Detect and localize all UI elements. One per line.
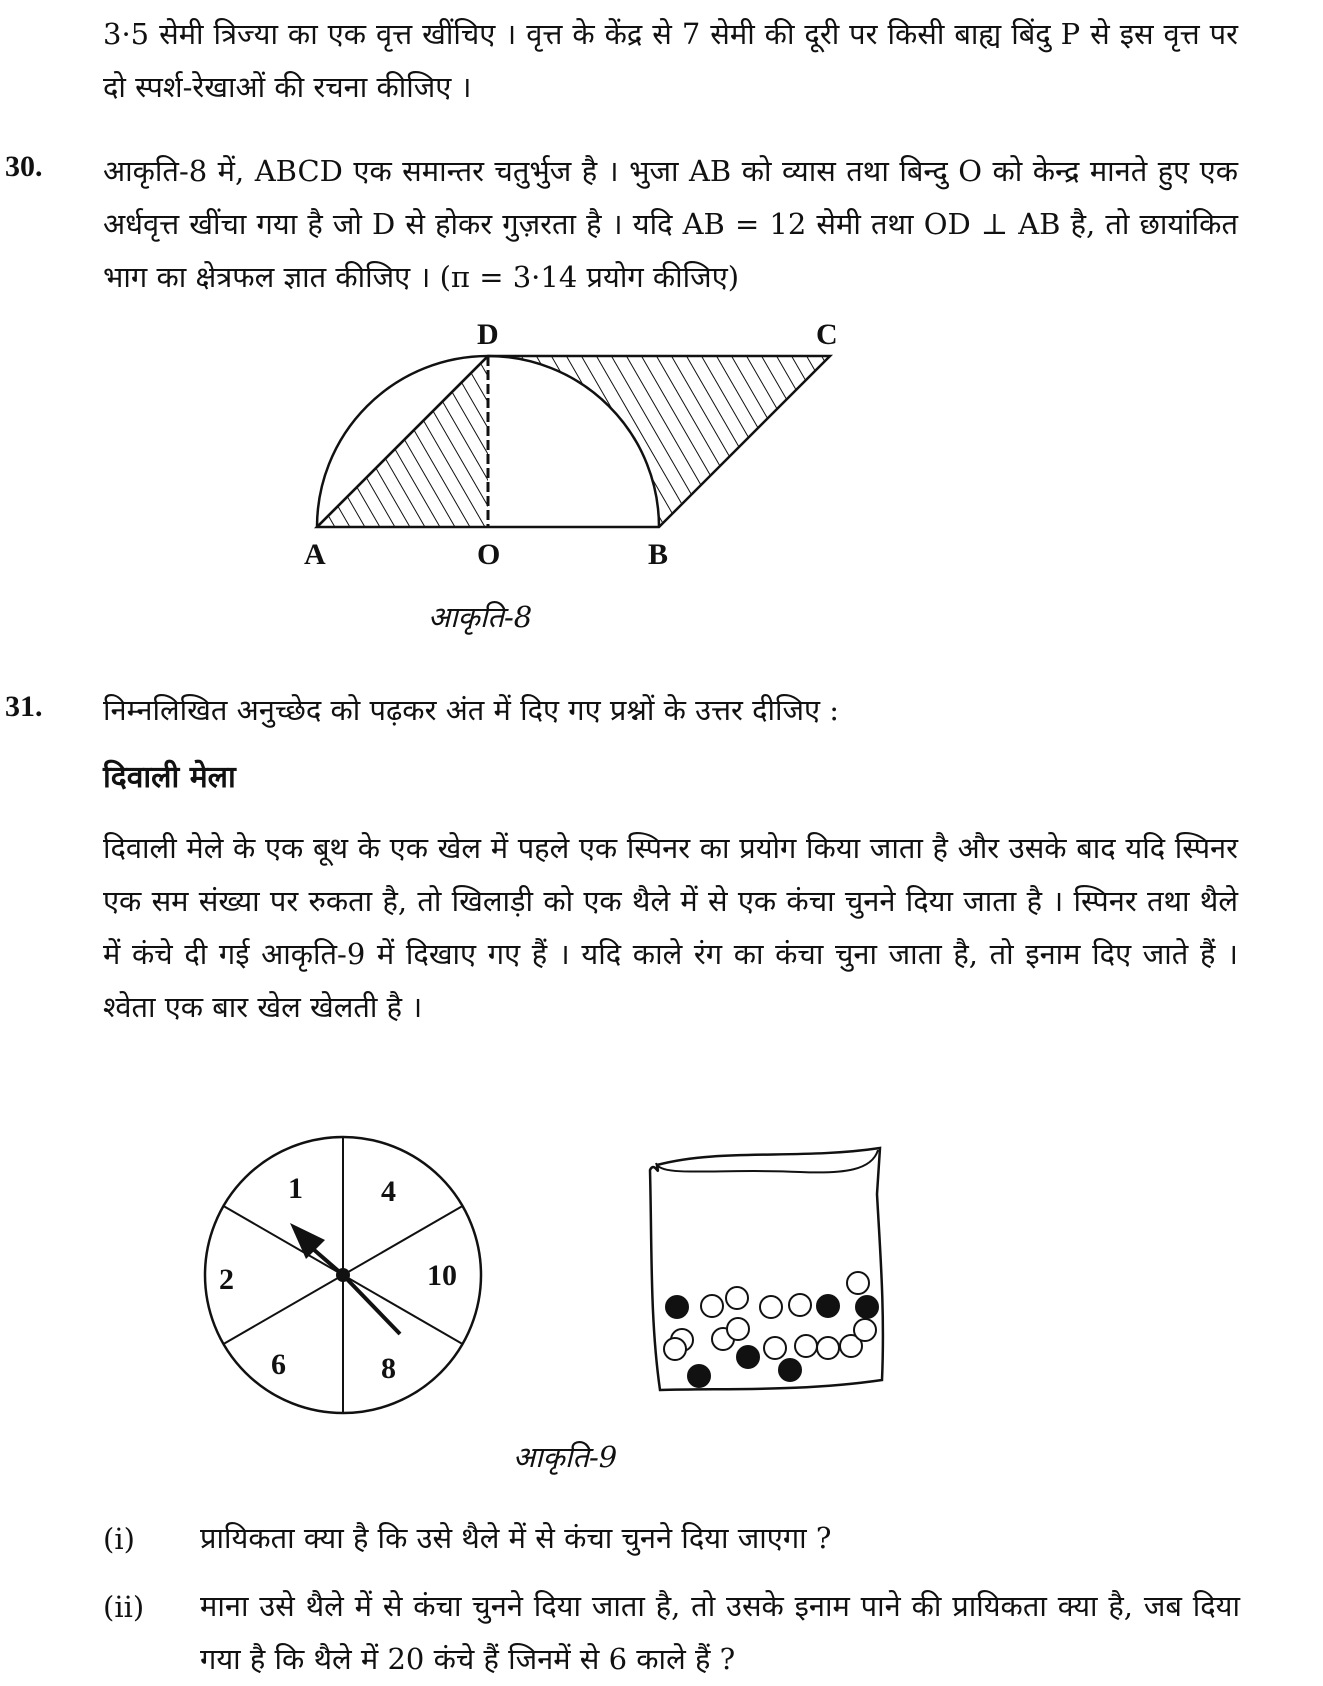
- spinner-number-8: 8: [381, 1352, 396, 1385]
- passage-text: दिवाली मेले के एक बूथ के एक खेल में पहले एक स्पिनर का प्रयोग किया जाता है और उसके बाद यदि स्पिनर एक सम संख्या पर रुकता है, तो खिलाड़ी को एक थैले में से एक कंचा चुनने दिया जाता है । स्पिनर तथा थैले में कंचे दी गई आकृति-9 में दिखाए गए हैं । यदि काले रंग का कंचा चुना जाता है, तो इनाम दिए जाते हैं । श्वेता एक बार खेल खेलती है ।: [103, 831, 1238, 1024]
- label-d: D: [477, 318, 499, 351]
- q29-text: 3·5 सेमी त्रिज्या का एक वृत्त खींचिए । वृत्त के केंद्र से 7 सेमी की दूरी पर किसी बाह्य बिंदु P से इस वृत्त पर दो स्पर्श-रेखाओं की रचना कीजिए ।: [103, 17, 1238, 104]
- spinner-number-1: 1: [288, 1172, 303, 1205]
- spinner-number-6: 6: [271, 1348, 286, 1381]
- spinner-pointer-tail: [343, 1275, 400, 1334]
- q31-number: 31.: [5, 690, 43, 723]
- label-o: O: [477, 538, 501, 571]
- spinner-number-4: 4: [381, 1175, 396, 1208]
- label-c: C: [816, 318, 838, 351]
- subquestion-i-number: (i): [103, 1522, 135, 1556]
- marbles: [664, 1272, 878, 1387]
- label-b: B: [648, 538, 669, 571]
- subquestion-i-text: प्रायिकता क्या है कि उसे थैले में से कंचा चुनने दिया जाएगा ?: [200, 1521, 832, 1555]
- label-a: A: [304, 538, 326, 571]
- figure-9-caption: आकृति-9: [513, 1440, 618, 1474]
- figure-8-caption: आकृति-8: [428, 600, 533, 634]
- passage-heading: दिवाली मेला: [103, 760, 236, 795]
- q31-intro: निम्नलिखित अनुच्छेद को पढ़कर अंत में दिए गए प्रश्नों के उत्तर दीजिए :: [103, 693, 840, 727]
- spinner-number-10: 10: [427, 1259, 457, 1292]
- spinner-number-2: 2: [219, 1263, 234, 1296]
- q30-number: 30.: [5, 150, 43, 183]
- spinner-center: [336, 1268, 350, 1282]
- subquestion-ii-number: (ii): [103, 1590, 145, 1624]
- marble-bag: [650, 1148, 883, 1390]
- q30-text: आकृति-8 में, ABCD एक समान्तर चतुर्भुज है । भुजा AB को व्यास तथा बिन्दु O को केन्द्र मानते हुए एक अर्धवृत्त खींचा गया है जो D से होकर गुज़रता है । यदि AB = 12 सेमी तथा OD ⊥ AB है, तो छायांकित भाग का क्षेत्रफल ज्ञात कीजिए । (π = 3·14 प्रयोग कीजिए): [103, 154, 1238, 294]
- subquestion-ii-text: माना उसे थैले में से कंचा चुनने दिया जाता है, तो उसके इनाम पाने की प्रायिकता क्या है, जब दिया गया है कि थैले में 20 कंचे हैं जिनमें से 6 काले हैं ?: [200, 1589, 1240, 1676]
